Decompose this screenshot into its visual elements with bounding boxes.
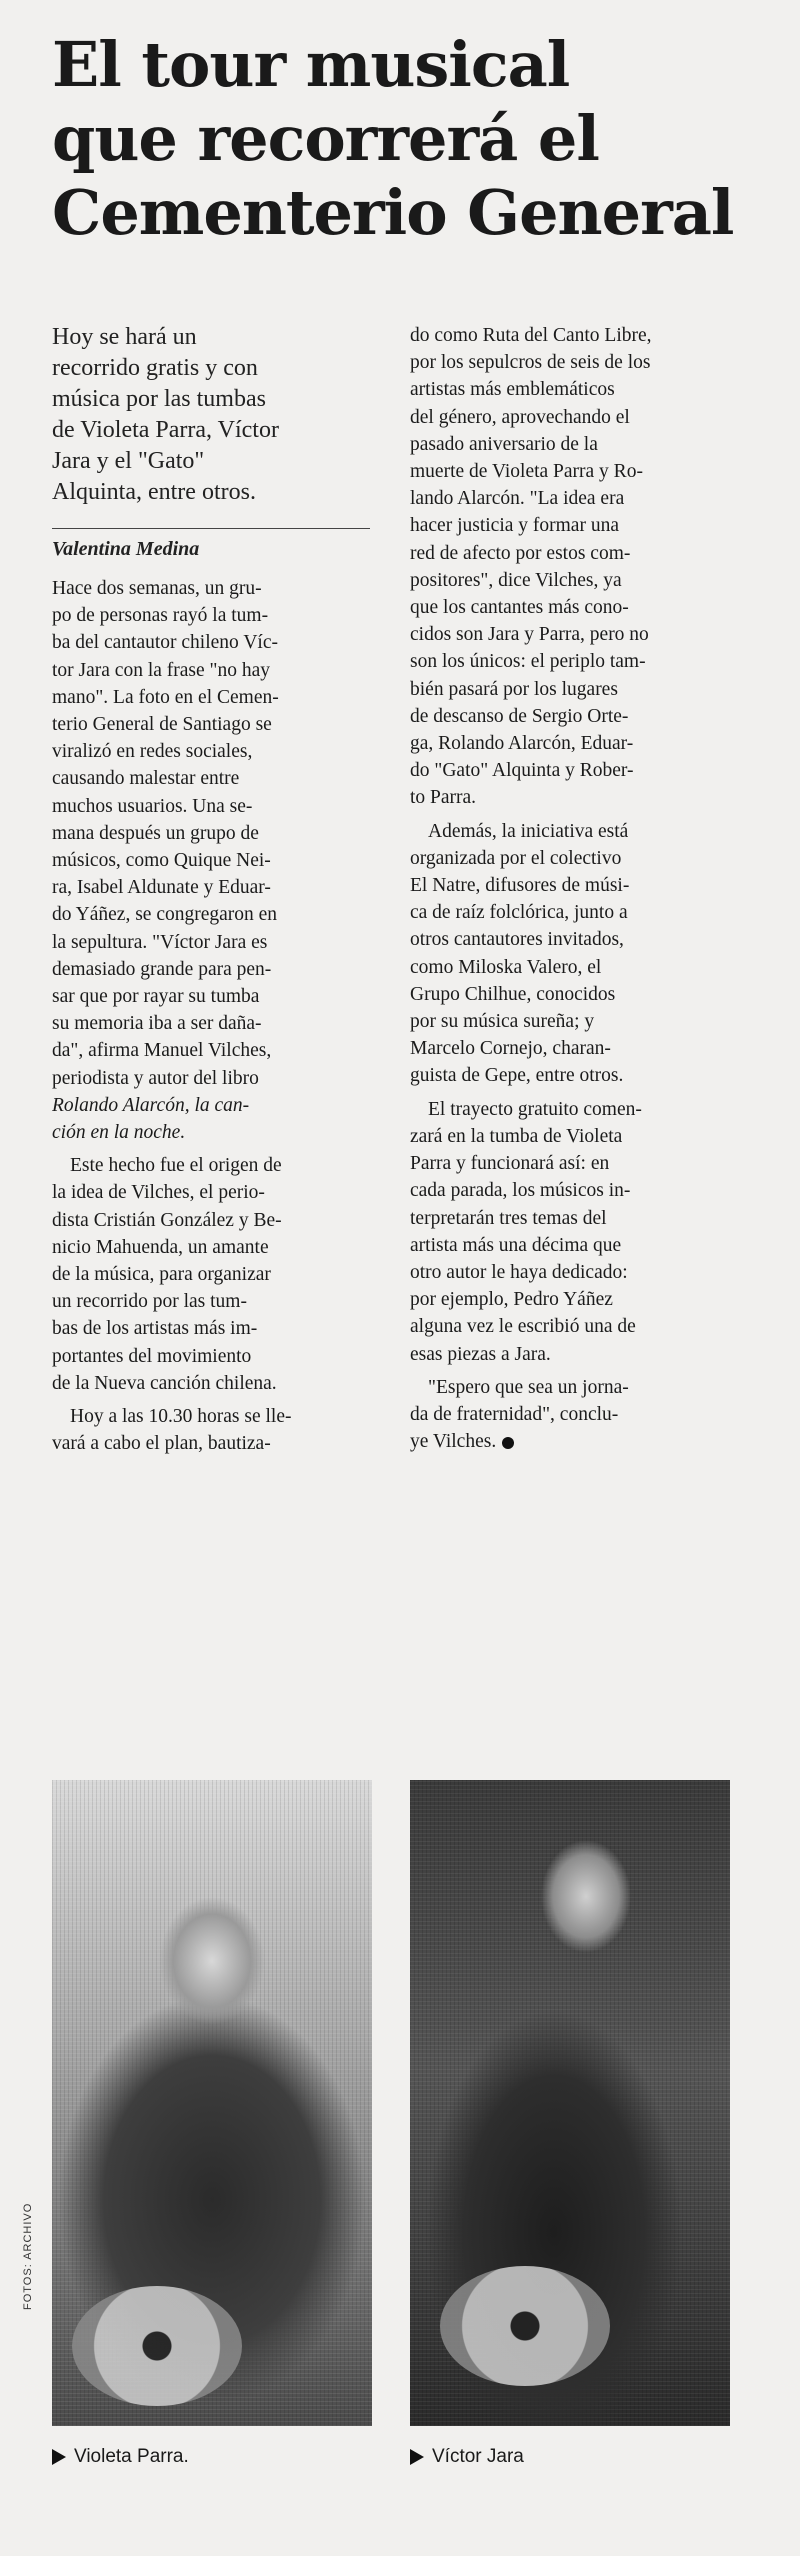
text-line: un recorrido por las tum- [52,1291,247,1313]
text-line: Hoy a las 10.30 horas se lle- [70,1406,292,1428]
paragraph [410,1374,728,1456]
text-line: cidos son Jara y Parra, pero no [410,624,649,646]
victor-jara-photo [410,1780,730,2426]
text-line: da", afirma Manuel Vilches, [52,1040,272,1062]
text-line: muchos usuarios. Una se- [52,795,253,817]
text-line: organizada por el colectivo [410,847,622,869]
text-line-end [410,1428,728,1455]
text-line: Grupo Chilhue, conocidos [410,983,616,1005]
violeta-parra-photo [52,1780,372,2426]
text-line: de descanso de Sergio Orte- [410,705,629,727]
caption-victor-jara [410,2446,524,2468]
headline [52,28,772,250]
caption-text: Violeta Parra. [74,2446,189,2467]
text-line: por su música sureña; y [410,1011,595,1033]
text-line: po de personas rayó la tum- [52,605,269,627]
text-line: ye Vilches. [410,1431,497,1453]
text-line: Parra y funcionará así: en [410,1153,610,1175]
end-of-article-dot-icon [502,1437,514,1449]
text-line: El trayecto gratuito comen- [428,1098,642,1120]
paragraph [410,818,728,1090]
text-line: terio General de Santiago se [52,714,272,736]
paragraph [52,575,370,1146]
text-line: pasado aniversario de la [410,433,598,455]
text-line: son los únicos: el periplo tam- [410,651,646,673]
text-line: lando Alarcón. "La idea era [410,488,625,510]
text-line: red de afecto por estos com- [410,542,631,564]
text-line: terpretarán tres temas del [410,1207,607,1229]
text-line: bas de los artistas más im- [52,1318,258,1340]
paragraph [410,322,728,812]
text-line: periodista y autor del libro [52,1067,259,1089]
text-line: nicio Mahuenda, un amante [52,1236,269,1258]
headline-line: que recorrerá el [52,102,599,175]
book-title-line: ción en la noche. [52,1122,186,1144]
text-line: de la Nueva canción chilena. [52,1372,277,1394]
text-line: artista más una décima que [410,1234,622,1256]
text-line: Además, la iniciativa está [428,820,629,842]
text-line: bién pasará por los lugares [410,678,618,700]
text-line: do "Gato" Alquinta y Rober- [410,760,634,782]
text-line: cada parada, los músicos in- [410,1180,631,1202]
text-line: mana después un grupo de [52,822,259,844]
text-line: muerte de Violeta Parra y Ro- [410,461,643,483]
text-line: ca de raíz folclórica, junto a [410,902,628,924]
text-line: Marcelo Cornejo, charan- [410,1038,611,1060]
text-line: la sepultura. "Víctor Jara es [52,931,268,953]
paragraph [52,1152,370,1397]
text-line: otros cantautores invitados, [410,929,624,951]
headline-line: Cementerio General [52,176,734,249]
text-line: dista Cristián González y Be- [52,1209,282,1231]
text-line: ra, Isabel Aldunate y Eduar- [52,877,271,899]
text-line: mano". La foto en el Cemen- [52,686,279,708]
dek-line: música por las tumbas [52,386,266,412]
text-line: to Parra. [410,787,477,809]
dek-line: de Violeta Parra, Víctor [52,417,279,443]
paragraph [410,1096,728,1368]
dek-line: Hoy se hará un [52,324,197,350]
text-line: artistas más emblemáticos [410,379,615,401]
photo-credit: FOTOS: ARCHIVO [22,2202,34,2310]
body-text-left [52,575,370,1458]
guitar-shape [72,2286,242,2406]
text-line: alguna vez le escribió una de [410,1316,636,1338]
text-line: Este hecho fue el origen de [70,1155,282,1177]
dek-line: recorrido gratis y con [52,355,258,381]
headline-line: El tour musical [52,28,570,101]
text-line: portantes del movimiento [52,1345,252,1367]
text-line: ba del cantautor chileno Víc- [52,632,278,654]
body-text-right [410,322,728,1455]
text-line: ga, Rolando Alarcón, Eduar- [410,733,634,755]
text-line: de la música, para organizar [52,1264,271,1286]
paragraph [52,1403,370,1457]
text-line: "Espero que sea un jorna- [428,1376,629,1398]
left-column [52,322,370,1464]
text-line: positores", dice Vilches, ya [410,569,622,591]
text-line: por los sepulcros de seis de los [410,352,651,374]
text-line: la idea de Vilches, el perio- [52,1182,265,1204]
caption-text: Víctor Jara [432,2446,524,2467]
text-line: causando malestar entre [52,768,240,790]
text-line: Hace dos semanas, un gru- [52,578,262,599]
dek [52,322,370,508]
text-line: demasiado grande para pen- [52,958,272,980]
text-line: esas piezas a Jara. [410,1343,551,1365]
text-line: guista de Gepe, entre otros. [410,1065,624,1087]
text-line: su memoria iba a ser daña- [52,1013,262,1035]
byline: Valentina Medina [52,538,200,560]
text-line: tor Jara con la frase "no hay [52,659,271,681]
text-line: El Natre, difusores de músi- [410,875,630,897]
right-column [410,322,728,1461]
text-line: viralizó en redes sociales, [52,741,253,763]
caption-arrow-icon [52,2449,66,2465]
text-line: do Yáñez, se congregaron en [52,904,278,926]
text-line: vará a cabo el plan, bautiza- [52,1433,271,1455]
text-line: do como Ruta del Canto Libre, [410,325,652,346]
text-line: músicos, como Quique Nei- [52,850,271,872]
text-line: sar que por rayar su tumba [52,986,260,1008]
byline-rule [52,528,370,529]
guitar-shape [440,2266,610,2386]
text-line: zará en la tumba de Violeta [410,1125,623,1147]
text-line: otro autor le haya dedicado: [410,1261,628,1283]
caption-violeta-parra [52,2446,189,2468]
caption-arrow-icon [410,2449,424,2465]
dek-line: Jara y el "Gato" [52,448,205,474]
text-line: da de fraternidad", conclu- [410,1403,619,1425]
text-line: del género, aprovechando el [410,406,630,428]
text-line: por ejemplo, Pedro Yáñez [410,1289,613,1311]
dek-line: Alquinta, entre otros. [52,479,256,505]
text-line: que los cantantes más cono- [410,597,629,619]
text-line: hacer justicia y formar una [410,515,619,537]
book-title-line: Rolando Alarcón, la can- [52,1094,250,1116]
text-line: como Miloska Valero, el [410,956,602,978]
